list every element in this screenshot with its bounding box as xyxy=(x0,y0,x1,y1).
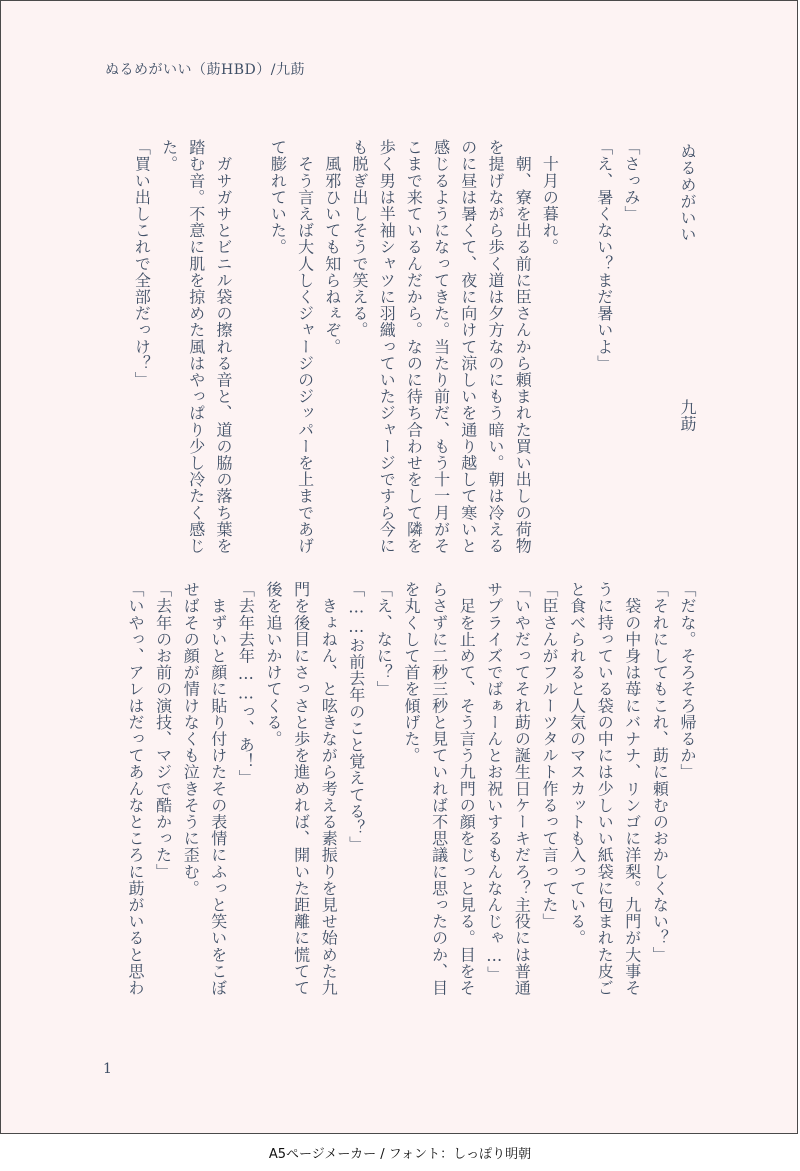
lower-column: と食べられると人気のマスカットも入っている。 xyxy=(567,581,587,947)
lower-column: 「いやだってそれ莇の誕生日ケーキだろ？主役には普通 xyxy=(512,581,532,996)
page-number: 1 xyxy=(103,1061,112,1077)
lower-column: うに持っている袋の中には少しいい紙袋に包まれた皮ご xyxy=(595,581,615,996)
lower-column: 「去年去年……っ、あ！」 xyxy=(236,581,256,787)
upper-column: そう言えば大人しくジャージのジッパーを上まであげ xyxy=(295,139,315,554)
upper-column: 朝、寮を出る前に臣さんから頼まれた買い出しの荷物 xyxy=(513,139,533,554)
upper-column: て膨れていた。 xyxy=(268,139,288,256)
lower-column: 「いやっ、アレはだってあんなところに莇がいると思わ xyxy=(126,581,145,996)
upper-column: た。 xyxy=(159,139,179,173)
lower-column: せばその顔が情けなくも泣きそうに歪む。 xyxy=(181,581,201,897)
upper-column: も脱ぎ出しそうで笑える。 xyxy=(350,139,369,339)
lower-column: らさずに二秒三秒と見ていれば不思議に思ったのか、目 xyxy=(429,581,449,996)
lower-column: まずいと顔に貼り付けたその表情にふっと笑いをこぼ xyxy=(208,581,228,996)
lower-column: 「え、なに？」 xyxy=(374,581,394,698)
upper-column: 「買い出しこれで全部だっけ？」 xyxy=(132,139,152,388)
lower-column: 足を止めて、そう言う九門の顔をじっと見る。目をそ xyxy=(457,581,477,996)
lower-column: 門を後目にさっさと歩を進めれば、開いた距離に慌てて xyxy=(291,581,311,996)
upper-column: 感じるようになってきた。当たり前だ、もう十一月がそ xyxy=(431,139,451,554)
running-header: ぬるめがいい（莇HBD）/九莇 xyxy=(105,62,305,78)
upper-column: こまで来ているんだから。なのに待ち合わせをして隣を xyxy=(404,139,424,554)
lower-column: 「……お前去年のこと覚えてる？」 xyxy=(346,581,366,853)
lower-column: 「去年のお前の演技、マジで酷かった」 xyxy=(153,581,173,880)
upper-column: を提げながら歩く道は夕方なのにもう暗い。朝は冷える xyxy=(486,139,505,554)
lower-column: きょねん、と呟きながら考える素振りを見せ始めた九 xyxy=(319,581,339,996)
page-footer: A5ページメーカー / フォント：しっぽり明朝 xyxy=(268,1147,532,1162)
story-title: ぬるめがいい xyxy=(678,143,697,243)
lower-column: を丸くして首を傾げた。 xyxy=(402,581,421,764)
upper-column: 歩く男は半袖シャツに羽織っていたジャージですら今に xyxy=(377,139,397,554)
upper-column: 踏む音。不意に肌を掠めた風はやっぱり少し冷たく感じ xyxy=(186,139,206,554)
author-name: 九莇 xyxy=(678,399,697,433)
lower-column: サプライズでばぁーんとお祝いするもんなんじゃ…」 xyxy=(484,581,504,983)
upper-column: のに昼は暑くて、夜に向けて涼しいを通り越して寒いと xyxy=(458,139,478,554)
lower-column: 「それにしてもこれ、莇に頼むのおかしくない？」 xyxy=(650,581,670,963)
upper-column: 風邪ひいても知らねぇぞ。 xyxy=(322,139,342,355)
lower-column: 「臣さんがフルーツタルト作るって言ってた」 xyxy=(540,581,559,930)
lower-column: 「だな。そろそろ帰るか」 xyxy=(678,581,697,781)
upper-column: 「さっみ」 xyxy=(622,139,641,222)
lower-column: 後を追いかけてくる。 xyxy=(264,581,283,747)
upper-column: 十月の暮れ。 xyxy=(540,139,560,256)
upper-column: 「え、暑くない？まだ暑いよ」 xyxy=(594,139,614,372)
upper-column: ガサガサとビニル袋の擦れる音と、道の脇の落ち葉を xyxy=(214,139,233,554)
lower-column: 袋の中身は苺にバナナ、リンゴに洋梨。九門が大事そ xyxy=(622,581,642,996)
